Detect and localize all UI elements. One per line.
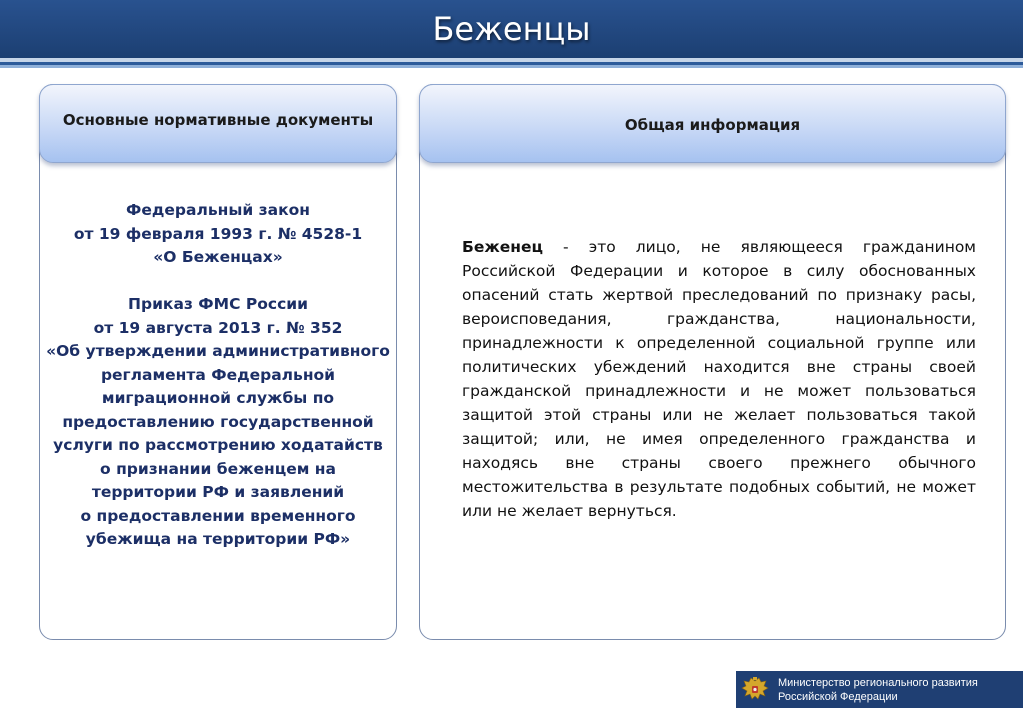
order-line: регламента Федеральной [100,365,336,384]
documents-panel-title: Основные нормативные документы [62,111,374,129]
ministry-footer [736,671,1023,708]
order-line: услуги по рассмотрению ходатайств [53,436,383,454]
order-line: о предоставлении временного [80,506,356,525]
double-headed-eagle-emblem-icon [740,675,770,705]
order-line: территории РФ и заявлений [91,483,345,501]
documents-gap [40,270,396,294]
ministry-name [778,676,978,704]
order-line: миграционной службы по [101,389,335,407]
page-title: Беженцы [432,10,591,48]
documents-panel [39,84,397,640]
law-line: «О Беженцах» [153,248,283,266]
order-line: убежища на территории РФ» [85,530,351,548]
title-bar [0,0,1023,58]
general-info-panel-header [419,84,1006,163]
refugee-definition [462,235,976,523]
definition-term: Беженец [462,238,543,256]
ministry-name-line: Российской Федерации [778,690,898,703]
order-line: предоставлению государственной [62,412,374,431]
title-stripe-accent [0,65,1023,68]
general-info-panel-title: Общая информация [624,115,801,134]
general-info-panel [419,84,1006,640]
documents-list [40,199,396,552]
order-line: Приказ ФМС России [128,295,308,313]
order-line: от 19 августа 2013 г. № 352 [93,318,343,337]
law-line: от 19 февраля 1993 г. № 4528-1 [73,224,363,243]
ministry-name-line: Министерство регионального развития [778,676,978,689]
documents-panel-header [39,84,397,163]
order-line: «Об утверждении административного [46,342,390,360]
order-line: о признании беженцем на [100,459,336,478]
definition-text: - это лицо, не являющееся гражданином Российской Федерации и которое в силу обоснованных опасений стать жертвой преследований по признаку расы, вероисповедания, гражданства, национальности, принадлежности к определенной социальной группе или политических убеждений находится вне страны своей гражданской принадлежности и не может пользоваться защитой этой страны или не желает пользоваться такой защитой; или, не имея определенного гражданства и находясь вне страны своего прежнего обычного местожительства в результате подобных событий, не может или не желает вернуться. [462,238,976,520]
law-line: Федеральный закон [126,201,310,219]
